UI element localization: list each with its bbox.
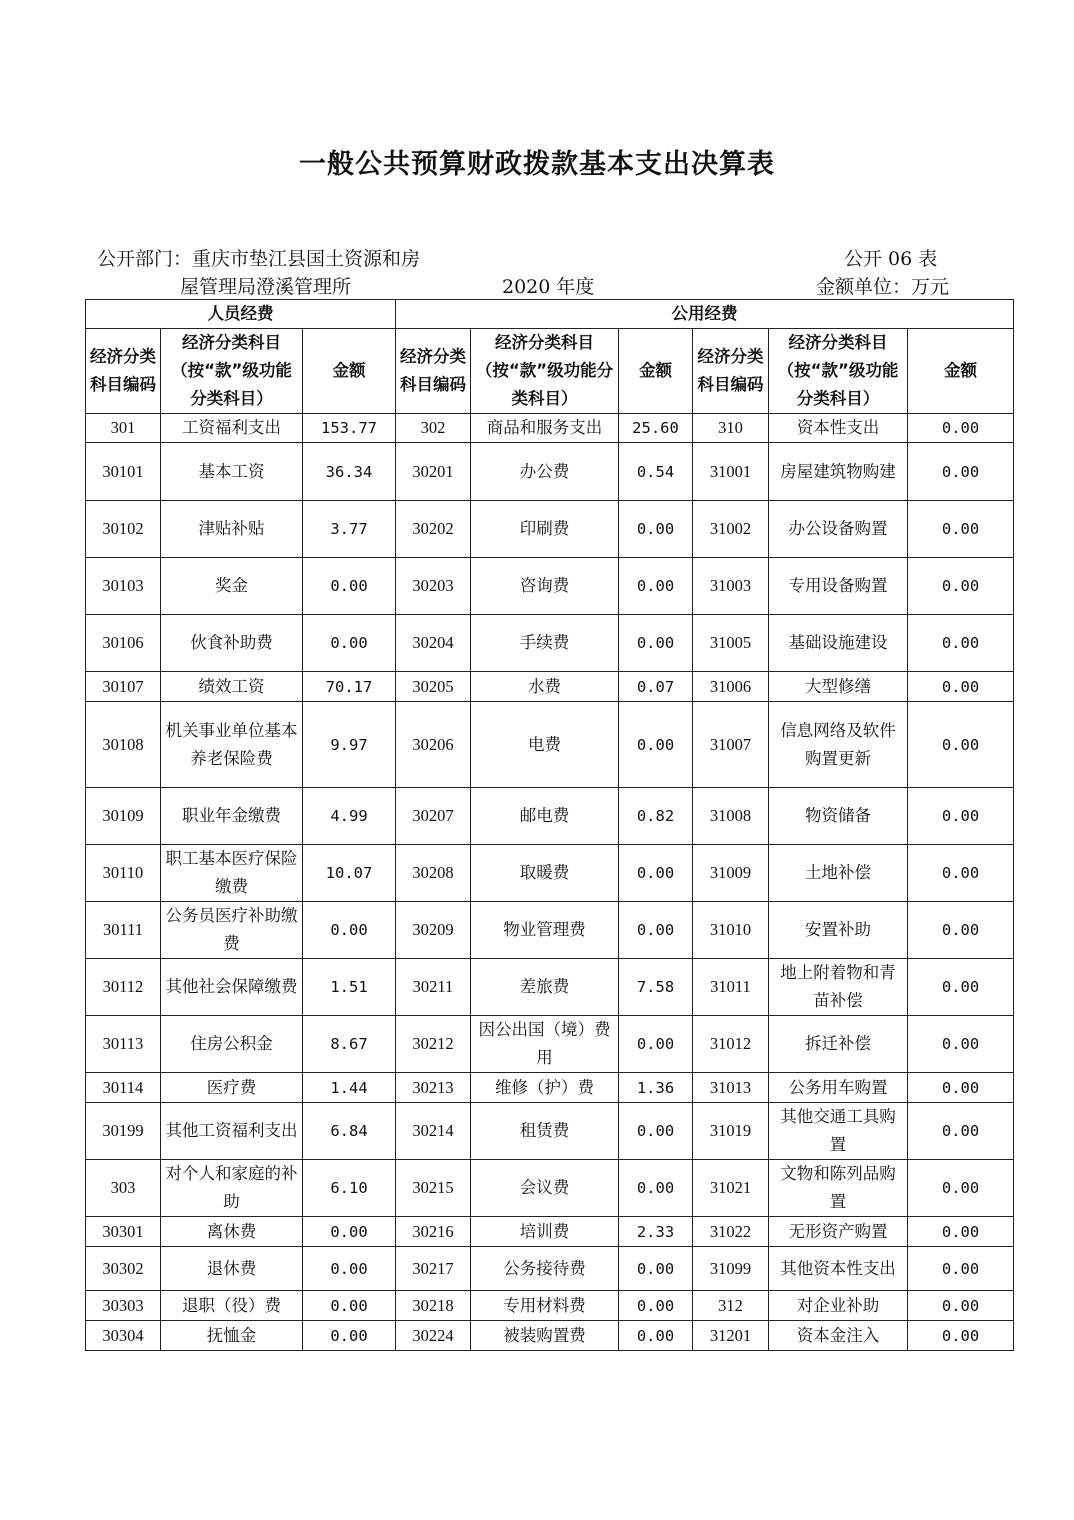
column-header-name: 经济分类科目（按“款”级功能分类科目） xyxy=(769,329,908,414)
cell-code: 30208 xyxy=(396,845,471,902)
cell-name: 因公出国（境）费用 xyxy=(471,1016,619,1073)
cell-amount: 0.00 xyxy=(303,1321,396,1351)
cell-name: 无形资产购置 xyxy=(769,1217,908,1247)
cell-code: 30211 xyxy=(396,959,471,1016)
cell-name: 医疗费 xyxy=(161,1073,303,1103)
cell-amount: 0.00 xyxy=(908,615,1014,672)
cell-name: 文物和陈列品购置 xyxy=(769,1160,908,1217)
cell-code: 30207 xyxy=(396,788,471,845)
table-row xyxy=(86,788,1014,845)
cell-name: 奖金 xyxy=(161,558,303,615)
cell-amount: 6.84 xyxy=(303,1103,396,1160)
cell-name: 咨询费 xyxy=(471,558,619,615)
cell-amount: 0.00 xyxy=(619,615,693,672)
cell-amount: 0.00 xyxy=(303,1247,396,1291)
cell-name: 对企业补助 xyxy=(769,1291,908,1321)
cell-amount: 36.34 xyxy=(303,443,396,501)
cell-name: 物业管理费 xyxy=(471,902,619,959)
table-row xyxy=(86,1321,1014,1351)
cell-name: 维修（护）费 xyxy=(471,1073,619,1103)
cell-code: 310 xyxy=(693,414,769,443)
column-header-amount: 金额 xyxy=(908,329,1014,414)
cell-amount: 0.00 xyxy=(908,1321,1014,1351)
cell-amount: 0.00 xyxy=(303,1291,396,1321)
cell-name: 邮电费 xyxy=(471,788,619,845)
cell-name: 工资福利支出 xyxy=(161,414,303,443)
cell-code: 31022 xyxy=(693,1217,769,1247)
cell-name: 办公费 xyxy=(471,443,619,501)
cell-amount: 3.77 xyxy=(303,501,396,558)
cell-name: 抚恤金 xyxy=(161,1321,303,1351)
cell-amount: 0.00 xyxy=(908,1016,1014,1073)
cell-code: 30302 xyxy=(86,1247,161,1291)
cell-code: 30109 xyxy=(86,788,161,845)
cell-code: 31012 xyxy=(693,1016,769,1073)
cell-name: 地上附着物和青苗补偿 xyxy=(769,959,908,1016)
cell-code: 30213 xyxy=(396,1073,471,1103)
cell-name: 信息网络及软件购置更新 xyxy=(769,702,908,788)
cell-name: 房屋建筑物购建 xyxy=(769,443,908,501)
cell-code: 30107 xyxy=(86,672,161,702)
cell-code: 30209 xyxy=(396,902,471,959)
fiscal-year: 2020 年度 xyxy=(502,276,595,298)
column-header-code: 经济分类科目编码 xyxy=(693,329,769,414)
cell-amount: 6.10 xyxy=(303,1160,396,1217)
cell-code: 31007 xyxy=(693,702,769,788)
table-row xyxy=(86,443,1014,501)
cell-amount: 0.00 xyxy=(303,615,396,672)
cell-amount: 0.00 xyxy=(908,845,1014,902)
cell-amount: 153.77 xyxy=(303,414,396,443)
column-header-code: 经济分类科目编码 xyxy=(86,329,161,414)
cell-code: 31003 xyxy=(693,558,769,615)
cell-name: 基础设施建设 xyxy=(769,615,908,672)
cell-amount: 0.00 xyxy=(908,443,1014,501)
cell-name: 办公设备购置 xyxy=(769,501,908,558)
cell-name: 退休费 xyxy=(161,1247,303,1291)
cell-amount: 0.00 xyxy=(908,1073,1014,1103)
cell-name: 手续费 xyxy=(471,615,619,672)
cell-name: 伙食补助费 xyxy=(161,615,303,672)
cell-amount: 0.00 xyxy=(619,1291,693,1321)
cell-name: 职业年金缴费 xyxy=(161,788,303,845)
cell-amount: 8.67 xyxy=(303,1016,396,1073)
cell-code: 31006 xyxy=(693,672,769,702)
cell-code: 30106 xyxy=(86,615,161,672)
table-row xyxy=(86,1247,1014,1291)
cell-amount: 1.44 xyxy=(303,1073,396,1103)
cell-amount: 0.00 xyxy=(619,501,693,558)
table-number: 公开 06 表 xyxy=(844,248,938,270)
cell-amount: 2.33 xyxy=(619,1217,693,1247)
column-header-amount: 金额 xyxy=(619,329,693,414)
table-row xyxy=(86,702,1014,788)
cell-amount: 0.00 xyxy=(619,902,693,959)
cell-code: 30215 xyxy=(396,1160,471,1217)
page-title: 一般公共预算财政拨款基本支出决算表 xyxy=(299,149,775,180)
cell-amount: 0.00 xyxy=(619,1321,693,1351)
cell-code: 30212 xyxy=(396,1016,471,1073)
cell-amount: 10.07 xyxy=(303,845,396,902)
cell-name: 物资储备 xyxy=(769,788,908,845)
cell-name: 资本金注入 xyxy=(769,1321,908,1351)
cell-amount: 0.00 xyxy=(908,1103,1014,1160)
table-row xyxy=(86,1016,1014,1073)
table-row xyxy=(86,845,1014,902)
cell-amount: 0.00 xyxy=(908,1291,1014,1321)
table-row xyxy=(86,501,1014,558)
cell-name: 差旅费 xyxy=(471,959,619,1016)
cell-code: 30214 xyxy=(396,1103,471,1160)
cell-amount: 0.00 xyxy=(619,558,693,615)
cell-amount: 0.00 xyxy=(303,902,396,959)
cell-name: 离休费 xyxy=(161,1217,303,1247)
table-row xyxy=(86,414,1014,443)
cell-amount: 70.17 xyxy=(303,672,396,702)
column-header-code: 经济分类科目编码 xyxy=(396,329,471,414)
cell-amount: 0.00 xyxy=(619,1247,693,1291)
cell-code: 31009 xyxy=(693,845,769,902)
cell-amount: 25.60 xyxy=(619,414,693,443)
cell-code: 30304 xyxy=(86,1321,161,1351)
cell-name: 绩效工资 xyxy=(161,672,303,702)
cell-name: 资本性支出 xyxy=(769,414,908,443)
cell-code: 31005 xyxy=(693,615,769,672)
cell-code: 30218 xyxy=(396,1291,471,1321)
cell-code: 31019 xyxy=(693,1103,769,1160)
cell-code: 30103 xyxy=(86,558,161,615)
cell-name: 公务接待费 xyxy=(471,1247,619,1291)
cell-code: 31021 xyxy=(693,1160,769,1217)
cell-amount: 9.97 xyxy=(303,702,396,788)
cell-name: 专用设备购置 xyxy=(769,558,908,615)
cell-code: 30224 xyxy=(396,1321,471,1351)
cell-code: 30102 xyxy=(86,501,161,558)
cell-amount: 0.00 xyxy=(619,1160,693,1217)
cell-code: 31002 xyxy=(693,501,769,558)
cell-code: 31201 xyxy=(693,1321,769,1351)
cell-code: 30101 xyxy=(86,443,161,501)
cell-amount: 0.00 xyxy=(303,558,396,615)
cell-code: 31008 xyxy=(693,788,769,845)
cell-code: 302 xyxy=(396,414,471,443)
cell-name: 公务用车购置 xyxy=(769,1073,908,1103)
cell-amount: 1.51 xyxy=(303,959,396,1016)
table-row xyxy=(86,1217,1014,1247)
cell-amount: 0.00 xyxy=(908,902,1014,959)
column-header-name: 经济分类科目（按“款”级功能分类科目） xyxy=(161,329,303,414)
cell-code: 31013 xyxy=(693,1073,769,1103)
cell-code: 30110 xyxy=(86,845,161,902)
cell-code: 30202 xyxy=(396,501,471,558)
cell-name: 租赁费 xyxy=(471,1103,619,1160)
cell-name: 印刷费 xyxy=(471,501,619,558)
column-header-name: 经济分类科目（按“款”级功能分类科目） xyxy=(471,329,619,414)
table-row xyxy=(86,1291,1014,1321)
cell-amount: 0.00 xyxy=(908,1217,1014,1247)
cell-name: 住房公积金 xyxy=(161,1016,303,1073)
cell-amount: 7.58 xyxy=(619,959,693,1016)
cell-code: 312 xyxy=(693,1291,769,1321)
column-header-amount: 金额 xyxy=(303,329,396,414)
cell-code: 30114 xyxy=(86,1073,161,1103)
cell-code: 30201 xyxy=(396,443,471,501)
cell-code: 30112 xyxy=(86,959,161,1016)
cell-amount: 0.54 xyxy=(619,443,693,501)
table-row xyxy=(86,1073,1014,1103)
expenditure-table xyxy=(85,299,1014,1351)
cell-name: 会议费 xyxy=(471,1160,619,1217)
cell-code: 301 xyxy=(86,414,161,443)
cell-name: 电费 xyxy=(471,702,619,788)
cell-amount: 0.82 xyxy=(619,788,693,845)
cell-name: 大型修缮 xyxy=(769,672,908,702)
cell-name: 水费 xyxy=(471,672,619,702)
department-line-2: 屋管理局澄溪管理所 xyxy=(180,276,352,298)
cell-name: 专用材料费 xyxy=(471,1291,619,1321)
cell-amount: 0.00 xyxy=(908,1247,1014,1291)
table-row xyxy=(86,615,1014,672)
cell-code: 30217 xyxy=(396,1247,471,1291)
cell-amount: 0.00 xyxy=(619,845,693,902)
table-row xyxy=(86,1160,1014,1217)
cell-code: 31001 xyxy=(693,443,769,501)
table-row xyxy=(86,1103,1014,1160)
cell-code: 30203 xyxy=(396,558,471,615)
department-line-1: 公开部门：重庆市垫江县国土资源和房 xyxy=(97,248,421,270)
cell-name: 退职（役）费 xyxy=(161,1291,303,1321)
amount-unit: 金额单位：万元 xyxy=(816,276,950,298)
group-header-public: 公用经费 xyxy=(396,300,1014,329)
cell-amount: 0.00 xyxy=(908,959,1014,1016)
table-row xyxy=(86,959,1014,1016)
cell-name: 取暖费 xyxy=(471,845,619,902)
cell-amount: 4.99 xyxy=(303,788,396,845)
cell-name: 机关事业单位基本养老保险费 xyxy=(161,702,303,788)
cell-name: 津贴补贴 xyxy=(161,501,303,558)
cell-code: 31011 xyxy=(693,959,769,1016)
cell-code: 30205 xyxy=(396,672,471,702)
cell-name: 其他交通工具购置 xyxy=(769,1103,908,1160)
cell-name: 其他工资福利支出 xyxy=(161,1103,303,1160)
cell-amount: 0.00 xyxy=(908,702,1014,788)
cell-amount: 0.00 xyxy=(908,414,1014,443)
cell-amount: 1.36 xyxy=(619,1073,693,1103)
cell-amount: 0.00 xyxy=(908,1160,1014,1217)
cell-amount: 0.00 xyxy=(908,788,1014,845)
cell-name: 商品和服务支出 xyxy=(471,414,619,443)
cell-name: 拆迁补偿 xyxy=(769,1016,908,1073)
cell-code: 30303 xyxy=(86,1291,161,1321)
cell-amount: 0.00 xyxy=(619,1103,693,1160)
cell-amount: 0.00 xyxy=(619,702,693,788)
cell-code: 30113 xyxy=(86,1016,161,1073)
cell-amount: 0.00 xyxy=(908,672,1014,702)
cell-amount: 0.00 xyxy=(908,501,1014,558)
cell-code: 30216 xyxy=(396,1217,471,1247)
cell-code: 30111 xyxy=(86,902,161,959)
cell-amount: 0.07 xyxy=(619,672,693,702)
cell-code: 30206 xyxy=(396,702,471,788)
cell-amount: 0.00 xyxy=(619,1016,693,1073)
cell-code: 31010 xyxy=(693,902,769,959)
cell-code: 303 xyxy=(86,1160,161,1217)
cell-code: 30199 xyxy=(86,1103,161,1160)
table-row xyxy=(86,672,1014,702)
table-row xyxy=(86,558,1014,615)
cell-name: 其他社会保障缴费 xyxy=(161,959,303,1016)
cell-name: 职工基本医疗保险缴费 xyxy=(161,845,303,902)
cell-code: 30108 xyxy=(86,702,161,788)
cell-code: 30204 xyxy=(396,615,471,672)
cell-name: 其他资本性支出 xyxy=(769,1247,908,1291)
group-header-personnel: 人员经费 xyxy=(86,300,396,329)
cell-code: 30301 xyxy=(86,1217,161,1247)
cell-name: 培训费 xyxy=(471,1217,619,1247)
cell-amount: 0.00 xyxy=(303,1217,396,1247)
cell-name: 被装购置费 xyxy=(471,1321,619,1351)
cell-code: 31099 xyxy=(693,1247,769,1291)
cell-name: 公务员医疗补助缴费 xyxy=(161,902,303,959)
cell-name: 对个人和家庭的补助 xyxy=(161,1160,303,1217)
cell-name: 土地补偿 xyxy=(769,845,908,902)
table-row xyxy=(86,902,1014,959)
cell-name: 基本工资 xyxy=(161,443,303,501)
cell-name: 安置补助 xyxy=(769,902,908,959)
cell-amount: 0.00 xyxy=(908,558,1014,615)
